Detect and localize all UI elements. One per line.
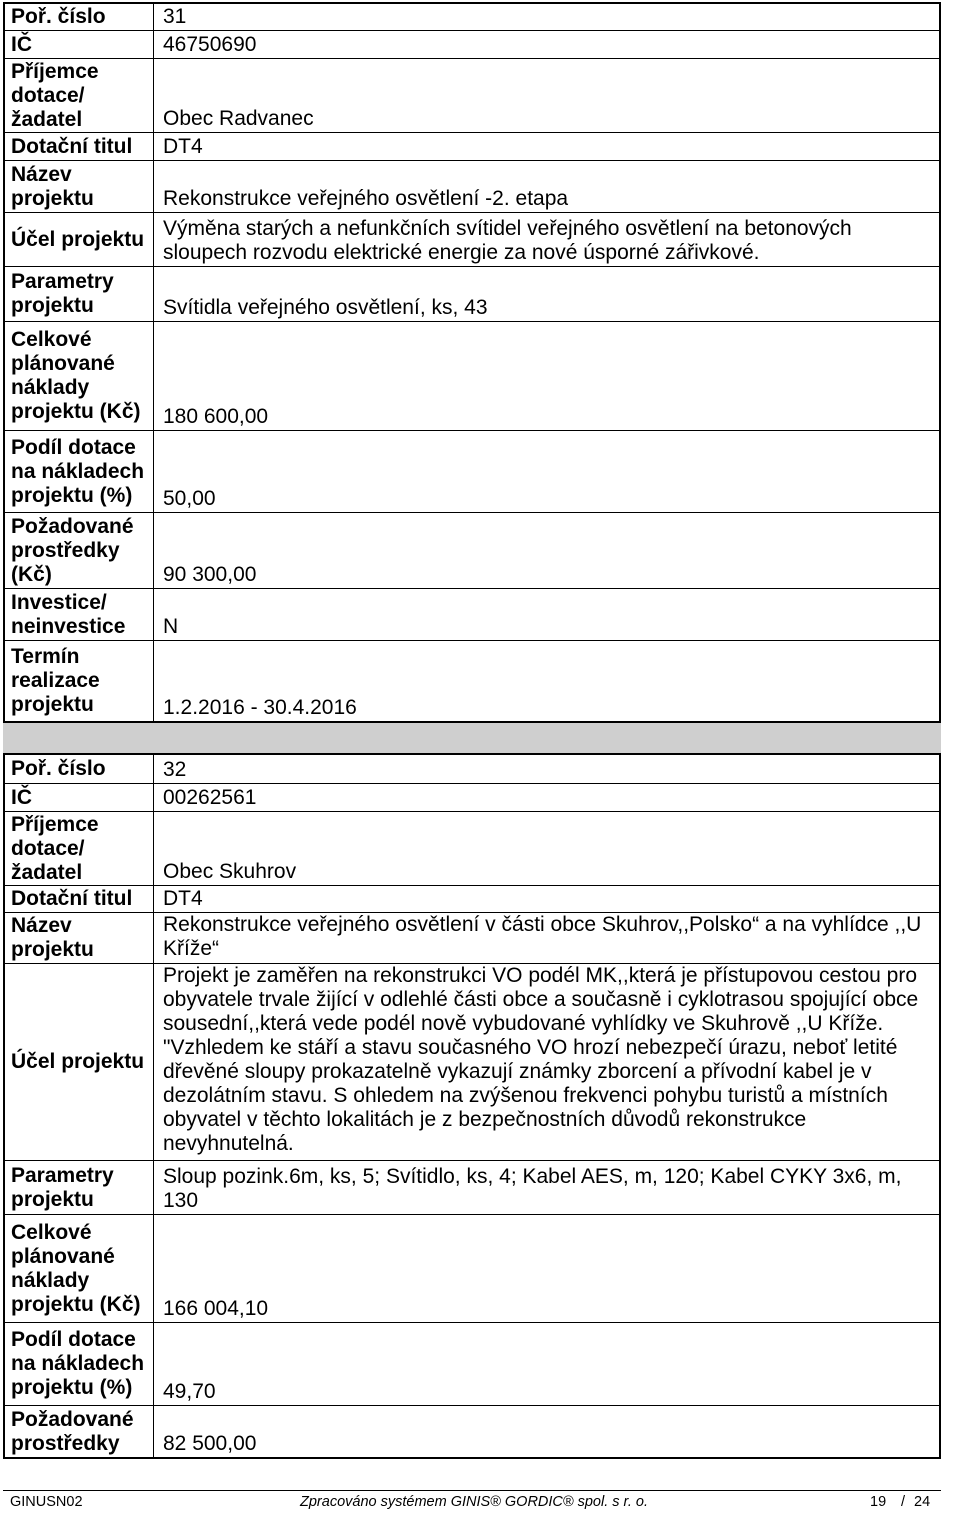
project-purpose-label: Účel projektu	[5, 964, 154, 1160]
order-number-row	[5, 4, 939, 31]
project-parameters-row	[5, 1161, 939, 1215]
total-costs-row	[5, 1215, 939, 1323]
project-purpose-row	[5, 213, 939, 267]
order-number-value: 31	[163, 5, 187, 28]
project-parameters-value: Sloup pozink.6m, ks, 5; Svítidlo, ks, 4; Kabel AES, m, 120; Kabel CYKY 3x6, m, 130	[163, 1165, 902, 1212]
project-parameters-label: Parametry projektu	[5, 267, 154, 321]
project-purpose-value: Projekt je zaměřen na rekonstrukci VO podél MK,,která je přístupovou cestou pro obyvatele trvale žijící v odlehlé části obce a současně i cyklotrasou spojující obce sousední,,která vede podél nově vybudované vyhlídky ve Skuhrově ,,U Kříže. "Vzhledem ke stáří a stavu současného VO hrozí nebezpečí úrazu, neboť letité dřevěné sloupy prokazatelně vykazují známky zborcení a přívodní kabel je v dezolátním stavu. S ohledem na zvýšenou frekvenci pohybu turistů a místních obyvatel v těchto lokalitách je z bezpečnostních důvodů rekonstrukce nevyhnutelná.	[163, 964, 919, 1155]
requested-funds-value: 82 500,00	[163, 1432, 257, 1455]
project-record-2	[3, 753, 941, 1459]
ic-label: IČ	[5, 784, 154, 811]
implementation-period-value: 1.2.2016 - 30.4.2016	[163, 696, 357, 719]
project-name-value: Rekonstrukce veřejného osvětlení v části obce Skuhrov,,Polsko“ a na vyhlídce ,,U Kříže“	[163, 913, 922, 960]
grant-share-value: 50,00	[163, 487, 216, 510]
order-number-value: 32	[163, 758, 187, 781]
total-costs-row	[5, 322, 939, 431]
total-costs-label: Celkové plánované náklady projektu (Kč)	[5, 1215, 154, 1322]
grant-title-label: Dotační titul	[5, 886, 154, 912]
ic-value: 00262561	[163, 786, 257, 809]
recipient-row	[5, 59, 939, 133]
grant-share-value: 49,70	[163, 1380, 216, 1403]
order-number-label: Poř. číslo	[5, 755, 154, 783]
order-number-label: Poř. číslo	[5, 4, 154, 30]
ic-value: 46750690	[163, 33, 257, 56]
grant-share-row	[5, 431, 939, 513]
grant-title-row	[5, 133, 939, 161]
ic-row	[5, 784, 939, 812]
grant-title-value: DT4	[163, 887, 203, 910]
recipient-row	[5, 812, 939, 886]
total-costs-value: 180 600,00	[163, 405, 269, 428]
project-purpose-value: Výměna starých a nefunkčních svítidel veřejného osvětlení na betonových sloupech rozvodu elektrické energie za nové úsporné zářivkové.	[163, 217, 852, 264]
investment-type-label: Investice/ neinvestice	[5, 589, 154, 640]
footer-page-total: 24	[914, 1494, 931, 1510]
footer-page-number: 19	[870, 1494, 887, 1510]
requested-funds-value: 90 300,00	[163, 563, 257, 586]
investment-type-row	[5, 589, 939, 641]
recipient-value: Obec Skuhrov	[163, 860, 297, 883]
footer-document-code: GINUSN02	[10, 1494, 83, 1510]
project-parameters-label: Parametry projektu	[5, 1161, 154, 1214]
total-costs-label: Celkové plánované náklady projektu (Kč)	[5, 322, 154, 430]
footer-page-separator: /	[901, 1494, 906, 1510]
grant-title-row	[5, 886, 939, 913]
project-purpose-row	[5, 964, 939, 1161]
project-name-row	[5, 161, 939, 213]
requested-funds-label: Požadované prostředky	[5, 1406, 154, 1457]
grant-title-label: Dotační titul	[5, 133, 154, 160]
ic-row	[5, 31, 939, 59]
requested-funds-label: Požadované prostředky (Kč)	[5, 513, 154, 588]
order-number-row	[5, 755, 939, 784]
requested-funds-row	[5, 1406, 939, 1457]
grant-share-label: Podíl dotace na nákladech projektu (%)	[5, 1323, 154, 1405]
grant-share-label: Podíl dotace na nákladech projektu (%)	[5, 431, 154, 512]
implementation-period-label: Termín realizace projektu	[5, 641, 154, 721]
project-name-value: Rekonstrukce veřejného osvětlení -2. etapa	[163, 187, 569, 210]
project-name-row	[5, 913, 939, 964]
project-name-label: Název projektu	[5, 161, 154, 212]
footer-generator-note: Zpracováno systémem GINIS® GORDIC® spol. s r. o.	[300, 1494, 648, 1510]
grant-title-value: DT4	[163, 135, 203, 158]
recipient-value: Obec Radvanec	[163, 107, 314, 130]
project-record-1	[3, 2, 941, 723]
grant-share-row	[5, 1323, 939, 1406]
recipient-label: Příjemce dotace/ žadatel	[5, 812, 154, 885]
footer-divider	[3, 1490, 941, 1491]
project-parameters-value: Svítidla veřejného osvětlení, ks, 43	[163, 296, 488, 319]
project-name-label: Název projektu	[5, 913, 154, 963]
project-purpose-label: Účel projektu	[5, 213, 154, 266]
total-costs-value: 166 004,10	[163, 1297, 269, 1320]
investment-type-value: N	[163, 615, 179, 638]
record-separator	[3, 723, 941, 753]
project-parameters-row	[5, 267, 939, 322]
recipient-label: Příjemce dotace/ žadatel	[5, 59, 154, 132]
ic-label: IČ	[5, 31, 154, 58]
implementation-period-row	[5, 641, 939, 721]
requested-funds-row	[5, 513, 939, 589]
